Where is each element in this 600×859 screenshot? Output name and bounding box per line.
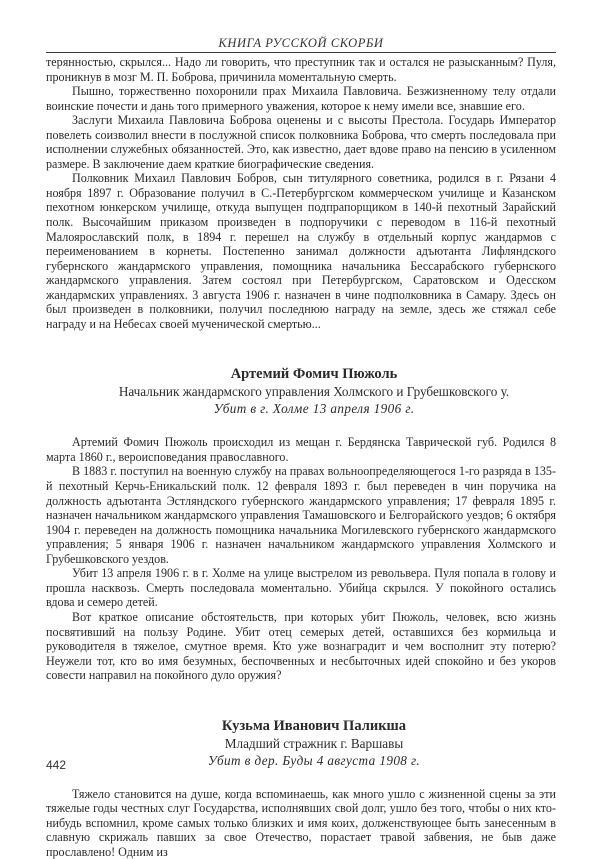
death-note: Убит в дер. Буды 4 августа 1908 г. [207,752,421,768]
paragraph: терянностью, скрылся... Надо ли говорить, что преступник так и остался не разысканным? Пуля, проникнув в мозг М. П. Боброва, причинила моментальную смерть. [46,55,556,84]
biography-heading-pyuzhol [46,365,556,417]
paragraph: Вот краткое описание обстоятельств, при которых убит Пюжоль, человек, всю жизнь посвятивший на пользу Родине. Убит отец семерых детей, оставшихся без кормильца и руководителя в тяжелое, смутное время. Кто уже вознаградит и чем восполнит эту потерю? Неужели тот, кто во имя безумных, беспочвенных и несбыточных идей спокойно и без укоров совести направил на покойного дуло оружия? [46,609,556,683]
header-rule [46,52,556,53]
death-note: Убит в г. Холме 13 апреля 1906 г. [213,401,415,417]
page-number: 442 [46,758,67,772]
paragraph: Убит 13 апреля 1906 г. в г. Холме на улице выстрелом из револьвера. Пуля попала в голову и прошла насквозь. Смерть последовала моментально. Убийца скрылся. У покойного остались вдова и семеро детей. [46,566,556,610]
paragraph: Пышно, торжественно похоронили прах Михаила Павловича. Безжизненному телу отдали воинские почести и дань того примерного уважения, которое к нему имели все, знавшие его. [46,84,556,113]
biography-heading-paliksha [46,717,556,769]
running-head: КНИГА РУССКОЙ СКОРБИ [218,36,384,50]
person-name: Артемий Фомич Пюжоль [230,366,398,383]
paragraph: Заслуги Михаила Павловича Боброва оценены и с высоты Престола. Государь Император повелеть соизволил внести в послужной список полковника Боброва, что смерть последовала при исполнении служебных обязанностей. Это, как известно, дает вдове право на пенсию в усиленном размере. В заключение даем краткие биографические сведения. [46,113,556,171]
paragraph: Артемий Фомич Пюжоль происходил из мещан г. Бердянска Таврической губ. Родился 8 марта 1860 г., вероисповедания православного. [46,435,556,464]
paragraph: Тяжело становится на душе, когда вспоминаешь, как много ушло с жизненной сцены за эти тяжелые годы честных слуг Государства, исполнявших свой долг, ушло без того, чтобы о них кто-нибудь вспомнил, кроме самых только близких и имя коих, долженствующее быть занесенным в славную скрижаль павших за свое Отечество, порастает травой забвения, не быв даже прославлено! Одним из [46,786,556,859]
paragraph: Полковник Михаил Павлович Бобров, сын титулярного советника, родился в г. Рязани 4 ноября 1897 г. Образование получил в С.-Петербургском коммерческом училище и Казанском пехотном юнкерском училище, откуда выпущен подпрапорщиком в 140-й пехотный Зарайский полк. Высочайшим приказом произведен в подпоручики с переводом в 116-й пехотный Малоярославский полк, в 1894 г. перешел на службу в отдельный корпус жандармов с переименованием в корнеты. Постепенно занимал должности адъютанта Лифляндского губернского жандармского управления, помощника начальника Бессарабского губернского жандармского управления. Затем состоял при Петербургском, Саратовском и Одесском жандармских управлениях. 3 августа 1906 г. назначен в чине подполковника в Самару. Здесь он был произведен в полковники, получил последнюю награду на земле, здесь же стяжал себе награду и на Небесах своей мученической смертью... [46,171,556,331]
paragraph: В 1883 г. поступил на военную службу на правах вольноопределяющегося 1-го разряда в 135-й пехотный Керчь-Еникальский полк. 12 февраля 1893 г. был переведен в чин поручика на должность адъютанта Эстляндского губернского жандармского управления; 17 февраля 1895 г. назначен начальником жандармского управления Тамашовского и Белгорайского уездов; 6 октября 1904 г. переведен на должность помощника начальника Могилевского губернского жандармского управления; 5 января 1906 г. назначен начальником жандармского управления Холмского и Грубешковского уездов. [46,464,556,566]
person-name: Кузьма Иванович Паликша [221,717,407,734]
person-role: Младший стражник г. Варшавы [224,735,404,751]
person-role: Начальник жандармского управления Холмского и Грубешковского у. [118,384,510,400]
page-body [46,55,556,859]
